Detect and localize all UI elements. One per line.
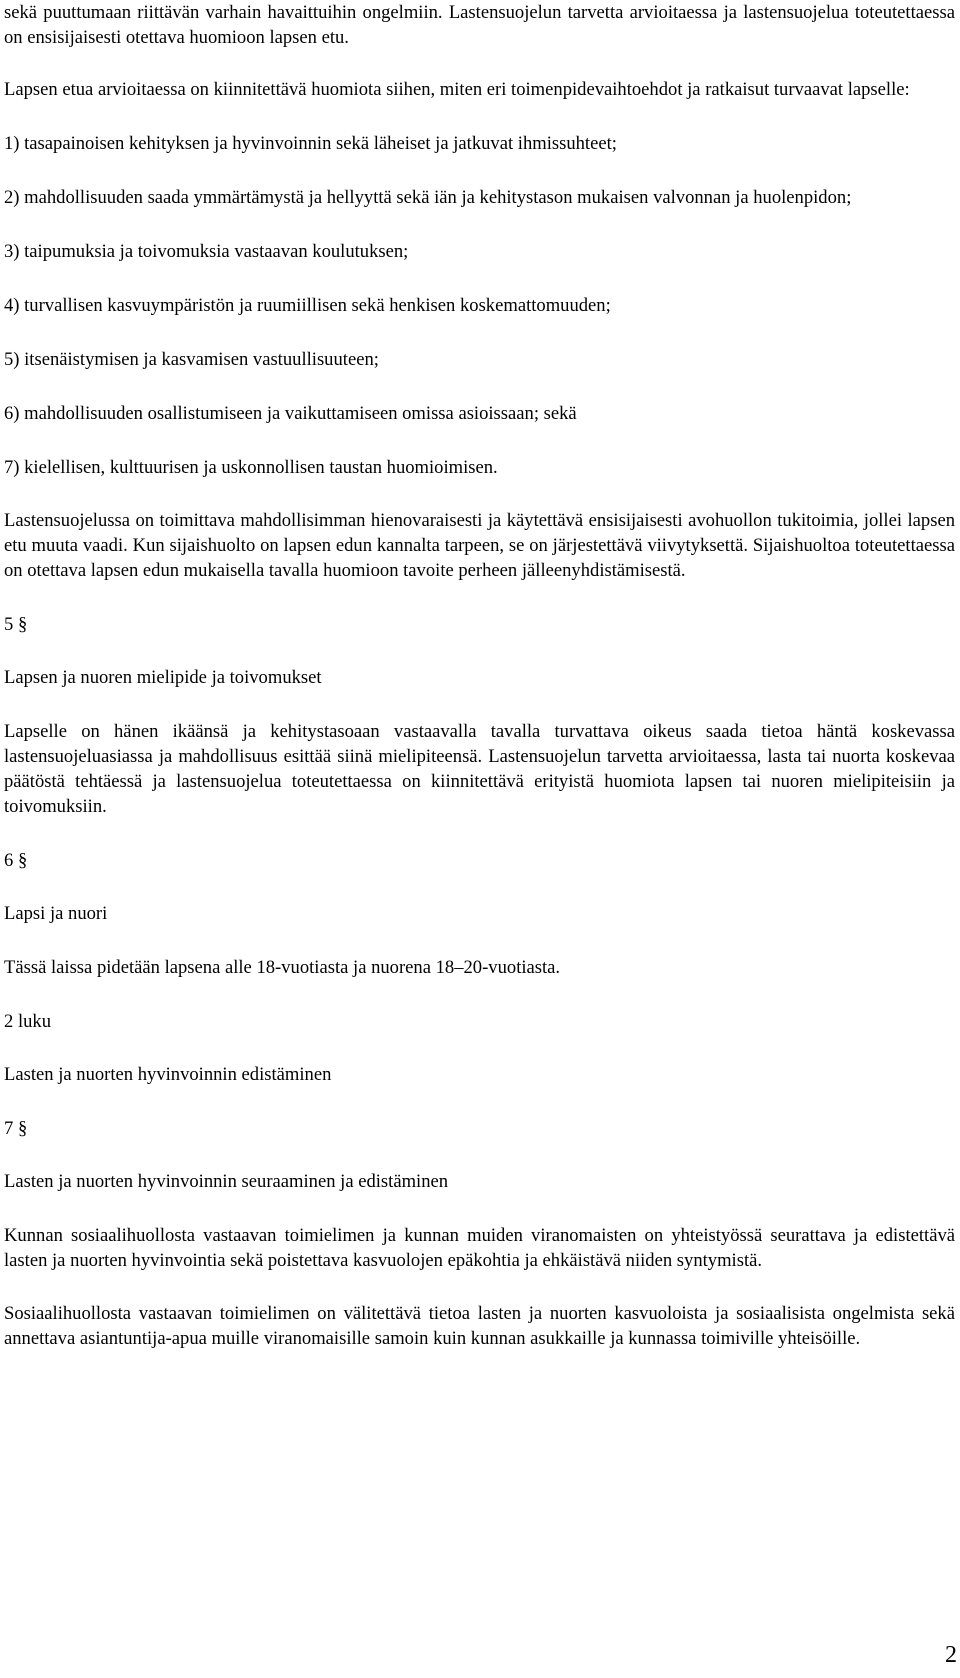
list-item-7: 7) kielellisen, kulttuurisen ja uskonnollisen taustan huomioimisen.: [4, 457, 498, 478]
section-6-number: 6 §: [4, 850, 28, 871]
section-5-title: Lapsen ja nuoren mielipide ja toivomukset: [4, 667, 322, 688]
section-7-paragraph-2: Sosiaalihuollosta vastaavan toimielimen on välitettävä tietoa lasten ja nuorten kasvuoloista ja sosiaalisista ongelmista sekä annettava asiantuntija-apua muille viranomaisille samoin kuin kunnan asukkaille ja kunnassa toimiville yhteisöille.: [4, 1303, 955, 1349]
list-item-5: 5) itsenäistymisen ja kasvamisen vastuullisuuteen;: [4, 349, 379, 370]
document-body: [4, 0, 955, 1351]
child-welfare-paragraph: Lastensuojelussa on toimittava mahdollisimman hienovaraisesti ja käytettävä ensisijaisesti avohuollon tukitoimia, jollei lapsen etu muuta vaadi. Kun sijaishuolto on lapsen edun kannalta tarpeen, se on järjestettävä viivytyksettä. Sijaishuoltoa toteutettaessa on otettava lapsen edun mukaisella tavalla huomioon tavoite perheen jälleenyhdistämisestä.: [4, 510, 955, 581]
list-item-4: 4) turvallisen kasvuympäristön ja ruumiillisen sekä henkisen koskemattomuuden;: [4, 295, 611, 316]
child-interest-paragraph: Lapsen etua arvioitaessa on kiinnitettävä huomiota siihen, miten eri toimenpidevaihtoehdot ja ratkaisut turvaavat lapselle:: [4, 79, 910, 100]
list-item-1: 1) tasapainoisen kehityksen ja hyvinvoinnin sekä läheiset ja jatkuvat ihmissuhteet;: [4, 133, 617, 154]
section-7-title: Lasten ja nuorten hyvinvoinnin seuraaminen ja edistäminen: [4, 1171, 449, 1192]
list-item-2: 2) mahdollisuuden saada ymmärtämystä ja hellyyttä sekä iän ja kehitystason mukaisen valvonnan ja huolenpidon;: [4, 187, 852, 208]
chapter-2-number: 2 luku: [4, 1011, 52, 1032]
intro-paragraph-end: sekä puuttumaan riittävän varhain havaittuihin ongelmiin. Lastensuojelun tarvetta arvioitaessa ja lastensuojelua toteutettaessa on ensisijaisesti otettava huomioon lapsen etu.: [4, 2, 955, 48]
section-6-paragraph: Tässä laissa pidetään lapsena alle 18-vuotiasta ja nuorena 18–20-vuotiasta.: [4, 957, 561, 978]
list-item-6: 6) mahdollisuuden osallistumiseen ja vaikuttamiseen omissa asioissaan; sekä: [4, 403, 577, 424]
section-5-paragraph: Lapselle on hänen ikäänsä ja kehitystasoaan vastaavalla tavalla turvattava oikeus saada tietoa häntä koskevassa lastensuojeluasiassa ja mahdollisuus esittää siinä mielipiteensä. Lastensuojelun tarvetta arvioitaessa, lasta tai nuorta koskevaa päätöstä tehtäessä ja lastensuojelua toteutettaessa on kiinnitettävä erityistä huomiota lapsen tai nuoren mielipiteisiin ja toivomuksiin.: [4, 721, 955, 817]
section-7-number: 7 §: [4, 1118, 28, 1139]
page-number: 2: [945, 1642, 957, 1668]
section-7-paragraph-1: Kunnan sosiaalihuollosta vastaavan toimielimen ja kunnan muiden viranomaisten on yhteistyössä seurattava ja edistettävä lasten ja nuorten hyvinvointia sekä poistettava kasvuolojen epäkohtia ja ehkäistävä niiden syntymistä.: [4, 1225, 955, 1271]
chapter-2-title: Lasten ja nuorten hyvinvoinnin edistäminen: [4, 1064, 332, 1085]
section-5-number: 5 §: [4, 614, 28, 635]
list-item-3: 3) taipumuksia ja toivomuksia vastaavan koulutuksen;: [4, 241, 409, 262]
section-6-title: Lapsi ja nuori: [4, 903, 108, 924]
